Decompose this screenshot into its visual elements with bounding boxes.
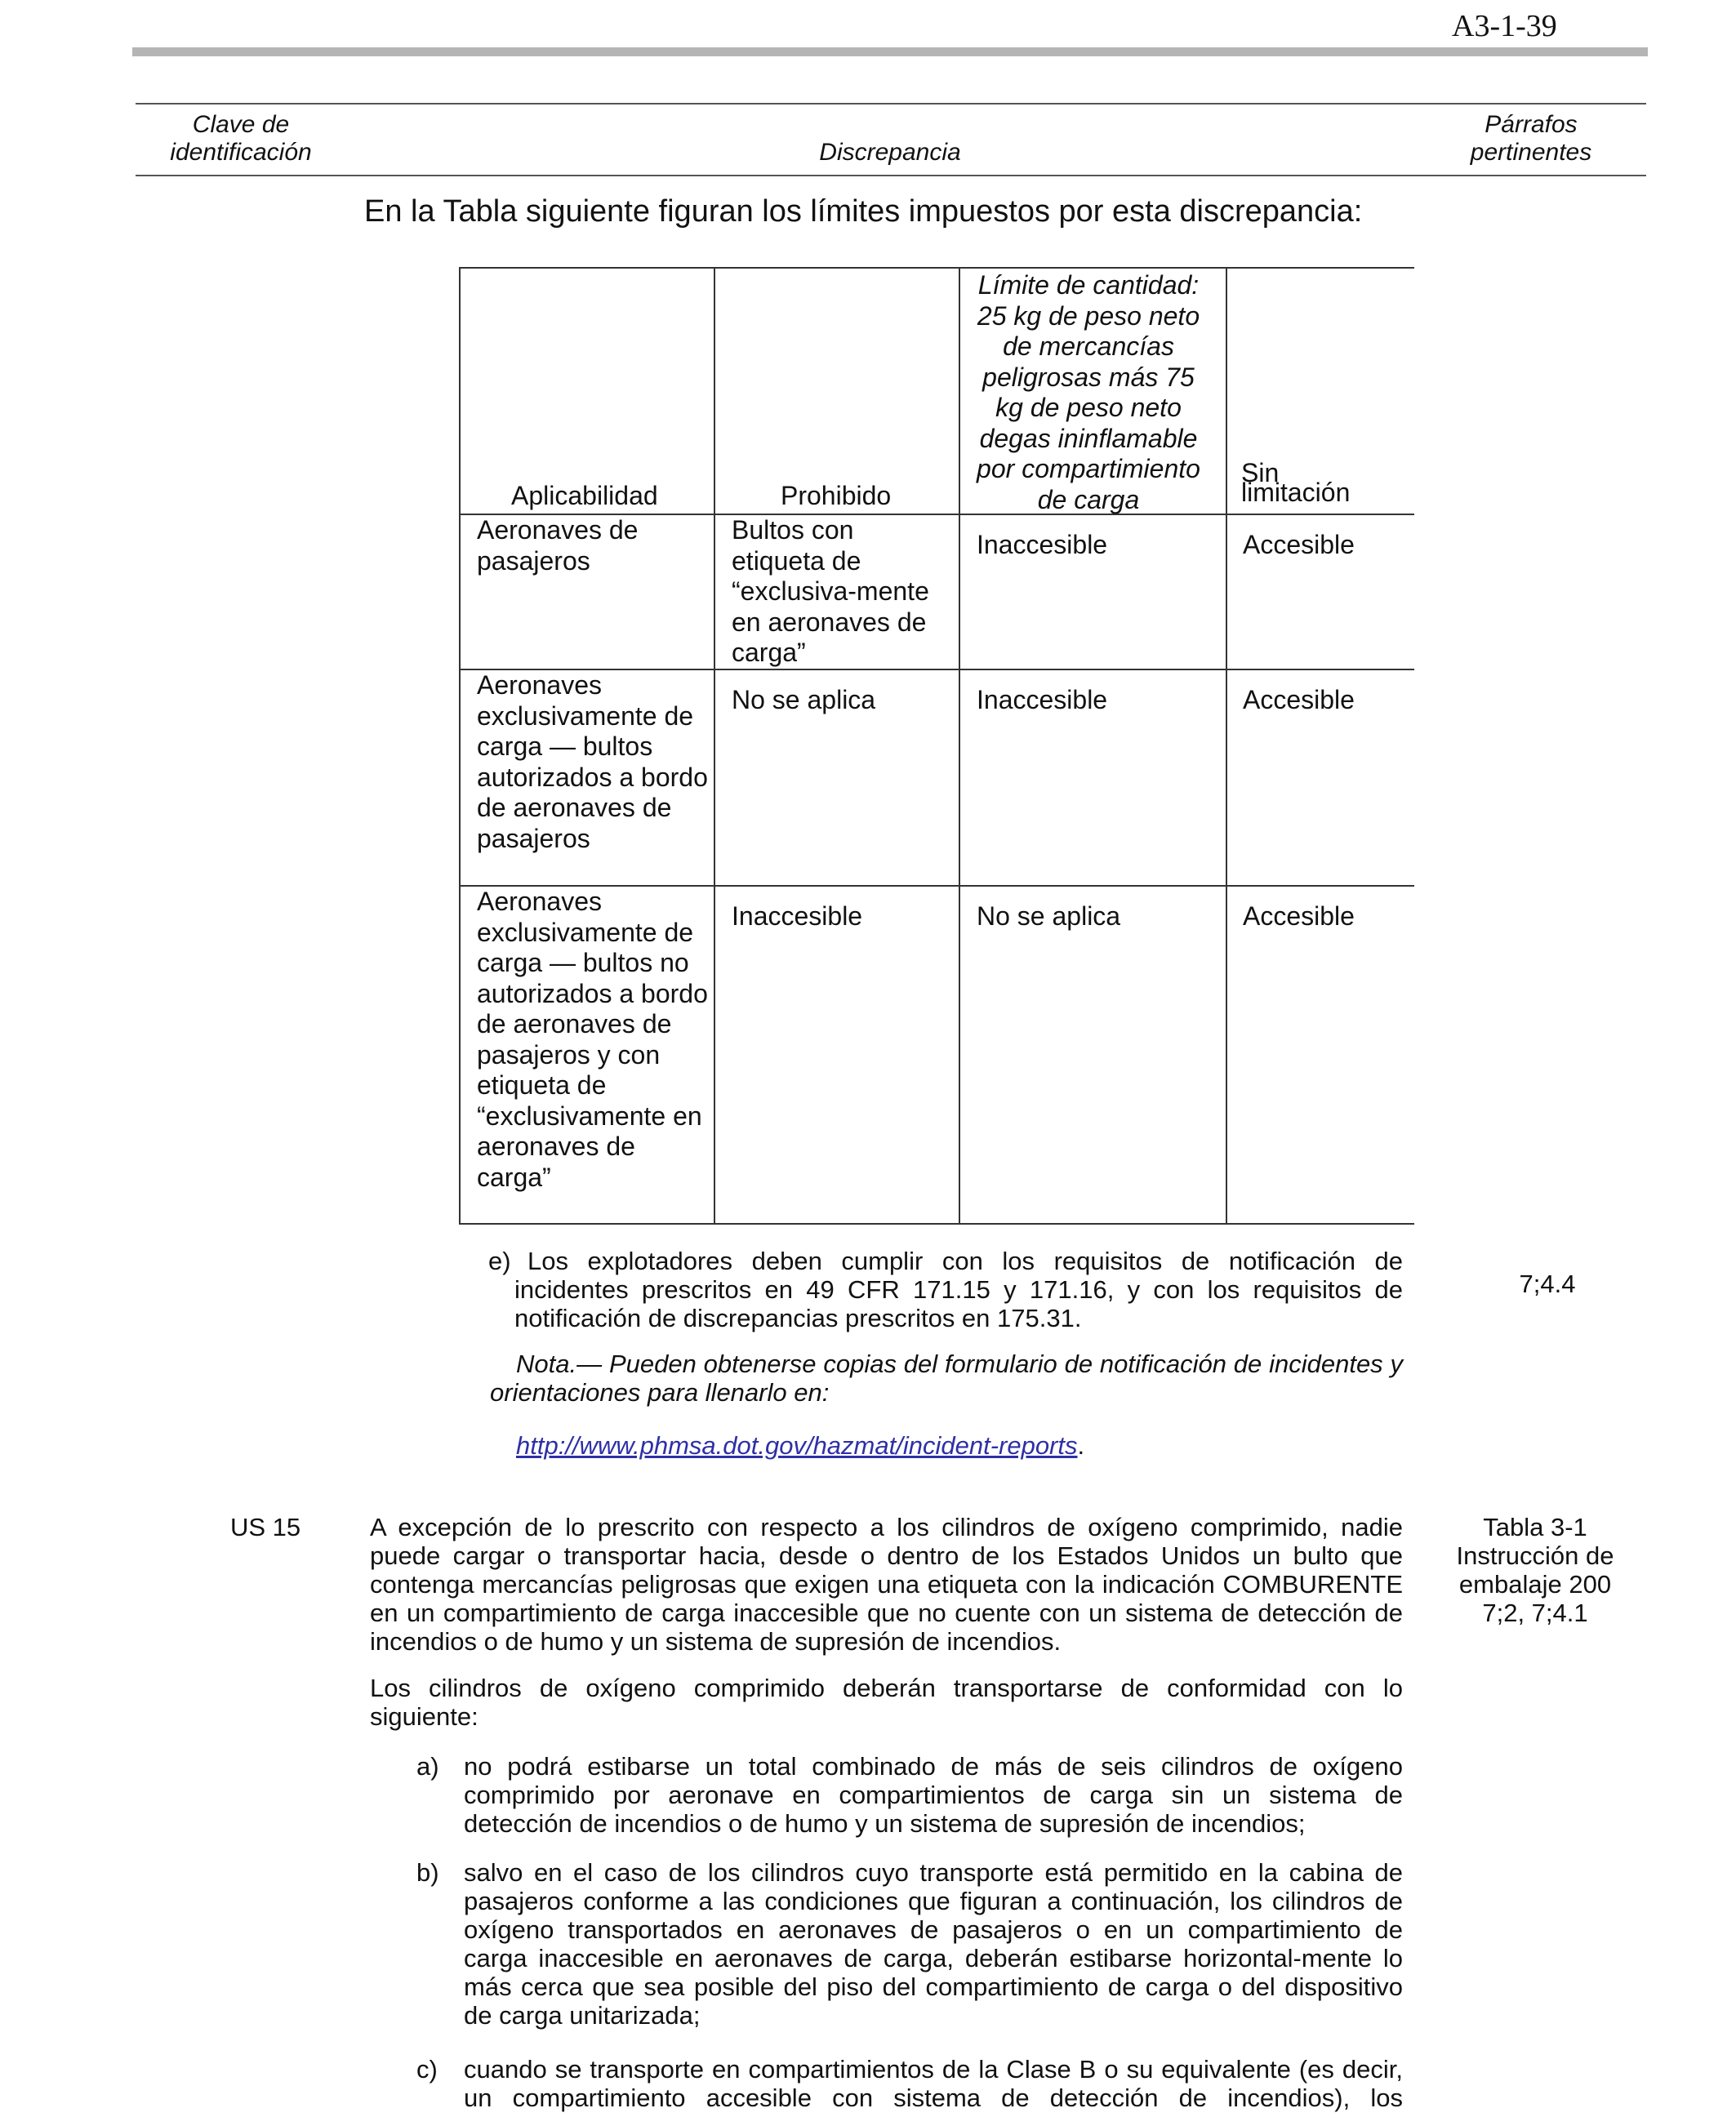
us15-paragraph-1: A excepción de lo prescrito con respecto a los cilindros de oxígeno comprimido, nadie puede cargar o transportar hacia, desde o dentro de los Estados Unidos un bulto que contenga mercancías peligrosas que exigen una etiqueta con la indicación COMBURENTE en un compartimiento de carga inaccesible que no cuente con un sistema de detección de incendios o de humo y un sistema de supresión de incendios.	[370, 1513, 1403, 1656]
item-b-text: salvo en el caso de los cilindros cuyo transporte está permitido en la cabina de pasajeros conforme a las condiciones que figuran a continuación, los cilindros de oxígeno transportados en aeronaves de pasajeros o en un compartimiento de carga inaccesible en aeronaves de carga, deberán estibarse horizontal-mente lo más cerca que sea posible del piso del compartimiento de carga o del dispositivo de carga unitarizada;	[464, 1858, 1403, 2030]
item-c-marker: c)	[416, 2055, 438, 2084]
item-e-text: Los explotadores deben cumplir con los requisitos de notificación de incidentes prescritos en 49 CFR 171.15 y 171.16, y con los requisitos de notificación de discrepancias prescritos en 175.31.	[514, 1247, 1403, 1332]
item-e-marker: e)	[488, 1247, 511, 1275]
table-cell-prohibited: Bultos con etiqueta de “exclusiva-mente en aeronaves de carga”	[732, 515, 929, 667]
table-header-applicability: Aplicabilidad	[511, 481, 658, 510]
table-cell-limited: Inaccesible	[977, 685, 1108, 714]
table-cell-unlimited: Accesible	[1243, 685, 1355, 714]
table-cell-applicability: Aeronaves exclusivamente de carga — bultos autorizados a bordo de aeronaves de pasajeros	[477, 670, 708, 853]
table-cell-unlimited: Accesible	[1243, 530, 1355, 559]
table-cell-unlimited: Accesible	[1243, 901, 1355, 931]
item-c-text: cuando se transporte en compartimientos de la Clase B o su equivalente (es decir, un compartimiento accesible con sistema de detección de incendios), los	[464, 2055, 1403, 2112]
item-a-text: no podrá estibarse un total combinado de más de seis cilindros de oxígeno comprimido por aeronave en compartimientos de carga sin un sistema de detección de incendios o de humo y un sistema de supresión de incendios;	[464, 1752, 1403, 1838]
note-text: Pueden obtenerse copias del formulario de notificación de incidentes y orientaciones para llenarlo en:	[490, 1350, 1403, 1407]
us15-ref-line: Tabla 3-1	[1483, 1513, 1587, 1541]
note-link-period: .	[1077, 1431, 1085, 1460]
table-header-prohibited: Prohibido	[781, 481, 892, 510]
table-header-quantity-limit: Límite de cantidad: 25 kg de peso neto de mercancías peligrosas más 75 kg de peso neto degas ininflamable por compartimiento de carga	[977, 270, 1200, 514]
table-intro-text: En la Tabla siguiente figuran los límites impuestos por esta discrepancia:	[364, 194, 1363, 229]
us15-references	[1437, 1513, 1633, 1627]
table-cell-prohibited: No se aplica	[732, 685, 876, 714]
table-header-no-limit: Sin limitación	[1241, 458, 1351, 507]
column-header-discrepancy: Discrepancia	[819, 139, 961, 166]
table-border-top	[459, 267, 1414, 269]
column-header-key-line2: identificación	[170, 139, 312, 166]
table-cell-limited: No se aplica	[977, 901, 1121, 931]
incident-reports-link[interactable]: http://www.phmsa.dot.gov/hazmat/incident-reports	[516, 1431, 1078, 1460]
table-cell-limited: Inaccesible	[977, 530, 1108, 559]
table-column-divider	[1226, 267, 1227, 1225]
item-a-marker: a)	[416, 1752, 439, 1781]
table-cell-prohibited: Inaccesible	[732, 901, 863, 931]
column-header-top-rule	[136, 103, 1646, 105]
us15-ref-line: Instrucción de	[1456, 1541, 1614, 1570]
column-header-bottom-rule	[136, 175, 1646, 176]
column-header-key	[139, 111, 343, 167]
limits-table	[459, 267, 1414, 1225]
table-column-divider	[714, 267, 715, 1225]
column-header-paragraphs	[1437, 111, 1625, 167]
table-cell-applicability: Aeronaves exclusivamente de carga — bultos no autorizados a bordo de aeronaves de pasajeros y con etiqueta de “exclusivamente en aeronaves de carga”	[477, 887, 708, 1192]
page-number: A3-1-39	[1452, 9, 1557, 43]
column-header-paragraphs-line1: Párrafos	[1485, 111, 1578, 138]
item-b-marker: b)	[416, 1858, 439, 1887]
note-link-line	[516, 1431, 1084, 1460]
us15-ref-line: 7;2, 7;4.1	[1482, 1599, 1588, 1627]
table-column-divider	[959, 267, 960, 1225]
us15-ref-line: embalaje 200	[1458, 1570, 1612, 1599]
table-border-bottom	[459, 1223, 1414, 1225]
table-cell-applicability: Aeronaves de pasajeros	[477, 515, 639, 576]
column-header-key-line1: Clave de	[192, 111, 290, 138]
note-paragraph	[490, 1350, 1403, 1407]
note-label: Nota.—	[516, 1350, 603, 1378]
header-bar	[132, 47, 1648, 56]
column-header-paragraphs-line2: pertinentes	[1470, 139, 1592, 166]
item-e-reference: 7;4.4	[1519, 1270, 1576, 1298]
us15-paragraph-2: Los cilindros de oxígeno comprimido deberán transportarse de conformidad con lo siguiente:	[370, 1674, 1403, 1731]
table-border-left	[459, 267, 461, 1225]
us15-key: US 15	[230, 1513, 301, 1541]
